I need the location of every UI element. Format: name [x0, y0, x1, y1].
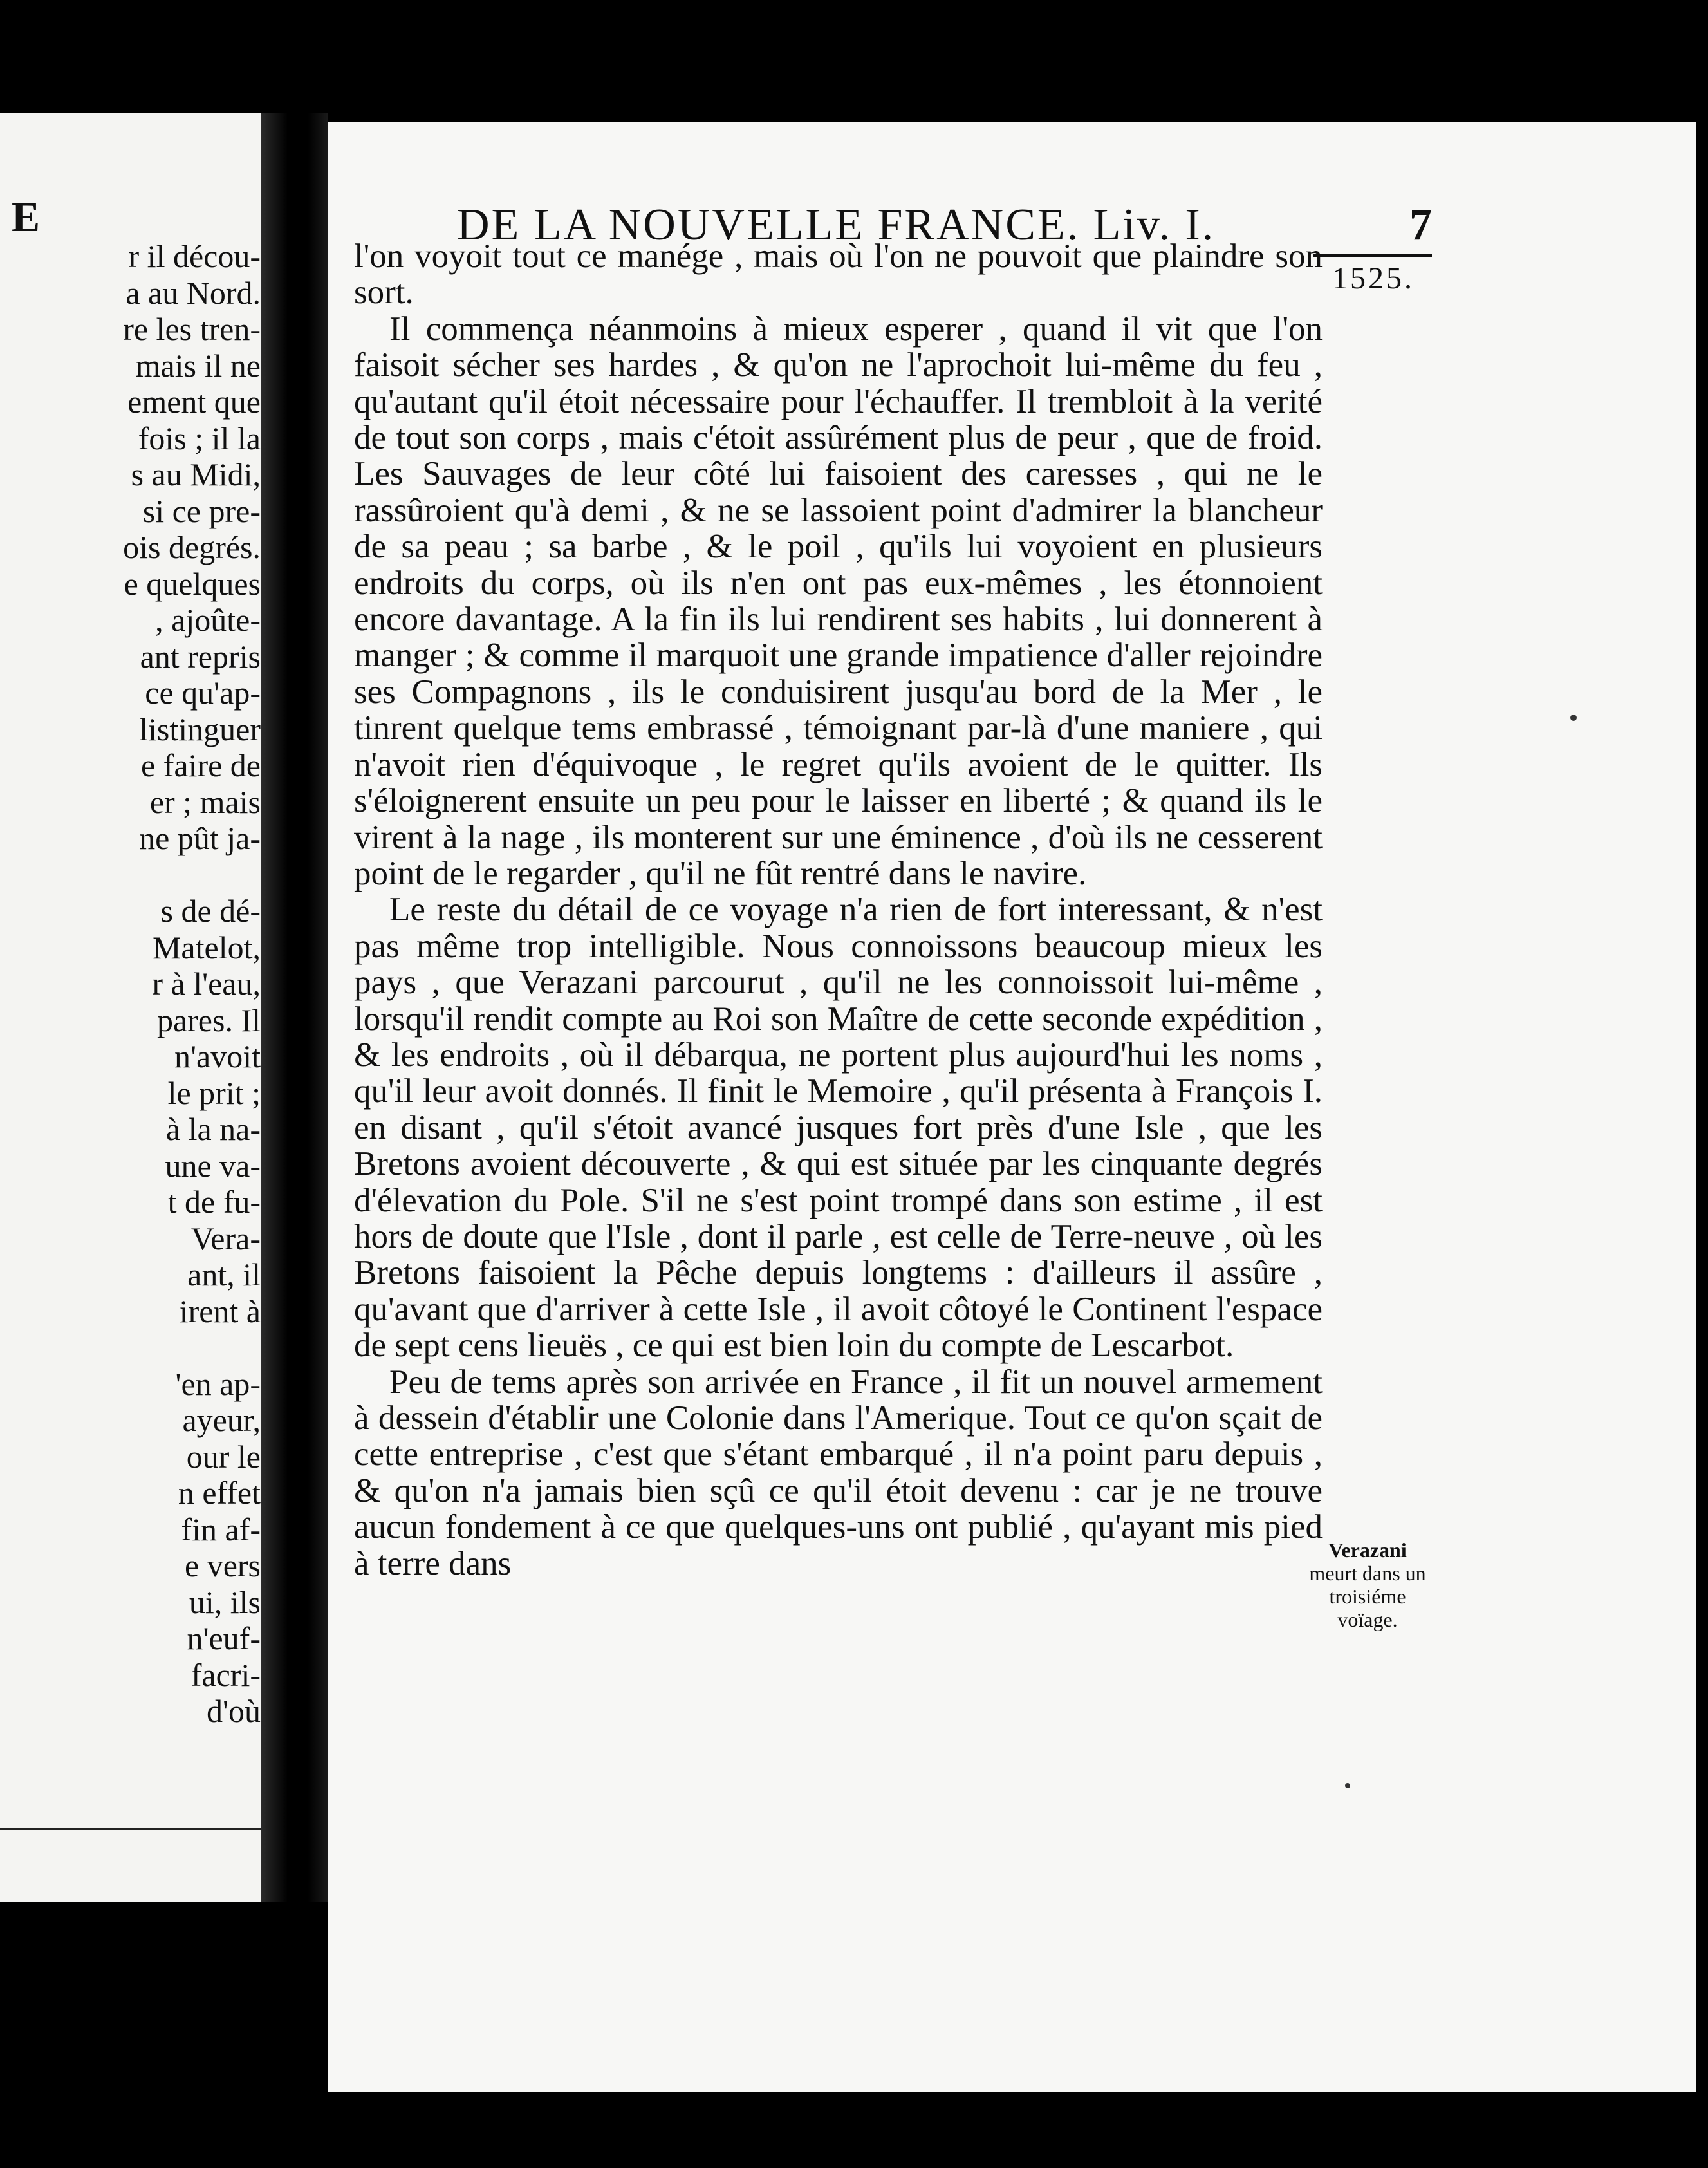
paragraph-continued: l'on voyoit tout ce manége , mais où l'on ne pouvoit que plaindre son sort. [354, 238, 1323, 312]
previous-page-line: ois degrés. [123, 529, 261, 565]
previous-page-line: ui, ils [189, 1584, 261, 1620]
margin-year: 1525. [1332, 261, 1415, 295]
body-text [354, 238, 1323, 1582]
previous-page-fragment [0, 113, 261, 1902]
print-speck [1345, 1783, 1350, 1788]
margin-note-text: meurt dans un troisiéme voïage. [1309, 1562, 1426, 1631]
previous-page-line: fois ; il la [138, 420, 261, 456]
previous-page-line: une va- [165, 1147, 261, 1184]
previous-page-line: e vers [185, 1547, 261, 1584]
previous-page-line: r il décou- [128, 238, 261, 274]
previous-page-line: Matelot, [152, 929, 261, 966]
previous-page-line: er ; mais [149, 783, 261, 820]
previous-page-rule [0, 1828, 261, 1830]
previous-page-line: re les tren- [123, 311, 261, 347]
previous-page-text [0, 238, 261, 1730]
previous-page-line: n'avoit [174, 1038, 261, 1074]
paragraph: Peu de tems après son arrivée en France , il fit un nouvel armement à dessein d'établir une Colonie dans l'Amerique. Tout ce qu'on sçait de cette entreprise , c'est que s'étant embarqué , il n'a point paru depuis , & qu'on n'a jamais bien sçû ce qu'il étoit devenu : car je ne trouve aucun fondement à ce que quelques-uns ont publié , qu'ayant mis pied à terre dans [354, 1363, 1323, 1582]
previous-page-line: pares. Il [156, 1002, 261, 1038]
previous-page-line: s au Midi, [131, 456, 261, 492]
previous-page-line: , ajoûte- [155, 602, 261, 638]
previous-page-line: ne pût ja- [139, 820, 261, 856]
paragraph: Il commença néanmoins à mieux esperer , quand il vit que l'on faisoit sécher ses hardes , & qu'on ne l'aprochoit lui-même du feu , qu'autant qu'il étoit nécessaire pour l'échauffer. Il trembloit à la verité de tout son corps , mais c'étoit assûrément plus de peur , que de froid. Les Sauvages de leur côté lui faisoient des caresses , qui ne le rassûroient qu'à demi , & ne se lassoient point d'admirer la blancheur de sa peau ; sa barbe , & le poil , qu'ils lui voyoient en plusieurs endroits du corps, où ils n'en ont pas eux-mêmes , les étonnoient encore davantage. A la fin ils lui rendirent ses habits , lui donnerent à manger ; & comme il marquoit une grande impatience d'aller rejoindre ses Compagnons , ils le conduisirent jusqu'au bord de la Mer , le tinrent quelque tems embrassé , témoignant par-là d'une maniere , qui n'avoit rien d'équivoque , le regret qu'ils avoient de le quitter. Ils s'éloignerent ensuite un peu pour le laisser en liberté ; & quand ils le virent à la nage , ils monterent sur une éminence , d'où ils ne cesserent point de le regarder , qu'il ne fût rentré dans le navire. [354, 310, 1323, 892]
book-gutter [261, 113, 328, 1902]
previous-page-line: à la na- [165, 1111, 261, 1147]
previous-page-line: t de fu- [167, 1184, 261, 1220]
previous-page-line: e faire de [141, 747, 261, 783]
previous-page-header: E [12, 194, 42, 241]
previous-page-line: a au Nord. [125, 274, 261, 311]
previous-page-line: ant repris [140, 638, 261, 675]
margin-note-title: Verazani [1328, 1538, 1407, 1562]
previous-page-line: irent à [179, 1293, 261, 1329]
paragraph: Le reste du détail de ce voyage n'a rien de fort interessant, & n'est pas même trop intelligible. Nous connoissons beaucoup mieux les pays , que Verazani parcourut , qu'il ne les connoissoit lui-même , lorsqu'il rendit compte au Roi son Maître de cette seconde expédition , & les endroits , où il débarqua, ne portent plus aujourd'hui les noms , qu'il leur avoit donnés. Il finit le Memoire , qu'il présenta à François I. en disant , qu'il s'étoit avancé jusques fort près d'une Isle , que les Bretons avoient découverte , & qui est située par les cinquante degrés d'élevation du Pole. S'il ne s'est point trompé dans son estime , il est hors de doute que l'Isle , dont il parle , est celle de Terre-neuve , où les Bretons faisoient la Pêche depuis longtems : d'ailleurs il assûre , qu'avant que d'arriver à cette Isle , il avoit côtoyé le Continent l'espace de sept cens lieuës , ce qui est bien loin du compte de Lescarbot. [354, 891, 1323, 1365]
previous-page-line: facri- [190, 1656, 261, 1693]
previous-page-line: 'en ap- [175, 1365, 261, 1402]
previous-page-line: ant, il [187, 1257, 261, 1293]
running-head-title: DE LA NOUVELLE FRANCE. Liv. I. [457, 200, 1216, 250]
previous-page-line: mais il ne [135, 347, 261, 384]
previous-page-gap [0, 857, 261, 893]
previous-page-line: le prit ; [167, 1074, 261, 1111]
previous-page-line: e quelques [124, 565, 261, 602]
previous-page-line: si ce pre- [142, 492, 261, 529]
previous-page-line: our le [186, 1438, 261, 1475]
page-number: 7 [1409, 200, 1434, 250]
previous-page-line: Vera- [190, 1220, 261, 1257]
previous-page-line: d'où [206, 1693, 261, 1729]
print-speck [1570, 715, 1577, 721]
previous-page-line: ement que [127, 384, 261, 420]
previous-page-line: s de dé- [160, 893, 261, 929]
previous-page-line: ce qu'ap- [145, 675, 261, 711]
previous-page-line: listinguer [139, 711, 261, 747]
margin-note [1300, 1538, 1435, 1631]
previous-page-line: n'euf- [187, 1620, 261, 1656]
previous-page-gap [0, 1329, 261, 1366]
margin-rule [1313, 254, 1432, 257]
previous-page-line: ayeur, [182, 1402, 261, 1438]
previous-page-line: r à l'eau, [152, 966, 261, 1002]
previous-page-line: n effet [178, 1475, 261, 1511]
book-page [328, 122, 1696, 2092]
previous-page-line: fin af- [181, 1511, 261, 1547]
